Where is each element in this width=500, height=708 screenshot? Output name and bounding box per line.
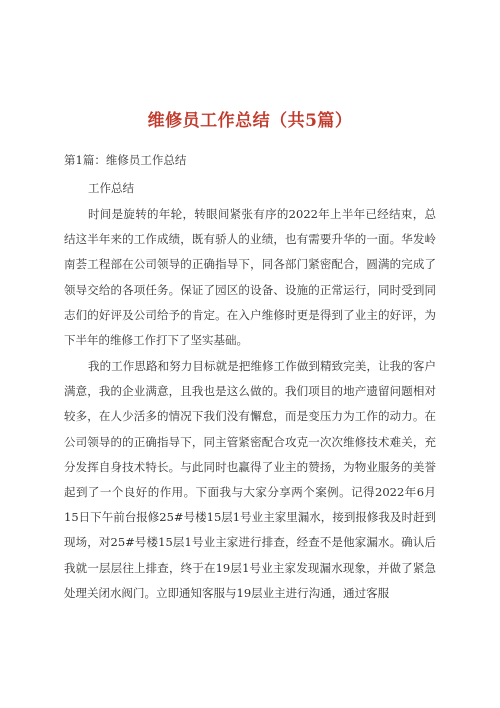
subheading: 工作总结 [88,181,134,195]
paragraph-1: 时间是旋转的年轮，转眼间紧张有序的2022年上半年已经结束，总结这半年来的工作成绩，既有骄人的业绩，也有需要升华的一面。华发岭南荟工程部在公司领导的正确指导下，同各部门紧密配合，圆满的完成了领导交给的各项任务。保证了园区的设备、设施的正常运行，同时受到同志们的好评及公司给予的肯定。在入户维修时更是得到了业主的好评，为下半年的维修工作打下了坚实基础。 [64,207,436,348]
document-title: 维修员工作总结（共5篇） [147,111,353,131]
paragraph-2: 我的工作思路和努力目标就是把维修工作做到精致完美，让我的客户满意，我的企业满意，且我也是这么做的。我们项目的地产遗留问题相对较多，在人少活多的情况下我们没有懈怠，而是变压力为工作的动力。在公司领导的的正确指导下，同主管紧密配合攻克一次次维修技术难关，充分发挥自身技术特长。与此同时也赢得了业主的赞扬，为物业服务的美誉起到了一个良好的作用。下面我与大家分享两个案例。记得2022年6月15日下午前台报修25#号楼15层1号业主家里漏水，接到报修我及时赶到现场，对25#号楼15层1号业主家进行排查，经查不是他家漏水。确认后我就一层层往上排查，终于在19层1号业主家发现漏水现象，并做了紧急处理关闭水阀门。立即通知客服与19层业主进行沟通，通过客服 [64,359,436,600]
section-heading: 第1篇：维修员工作总结 [64,153,187,167]
